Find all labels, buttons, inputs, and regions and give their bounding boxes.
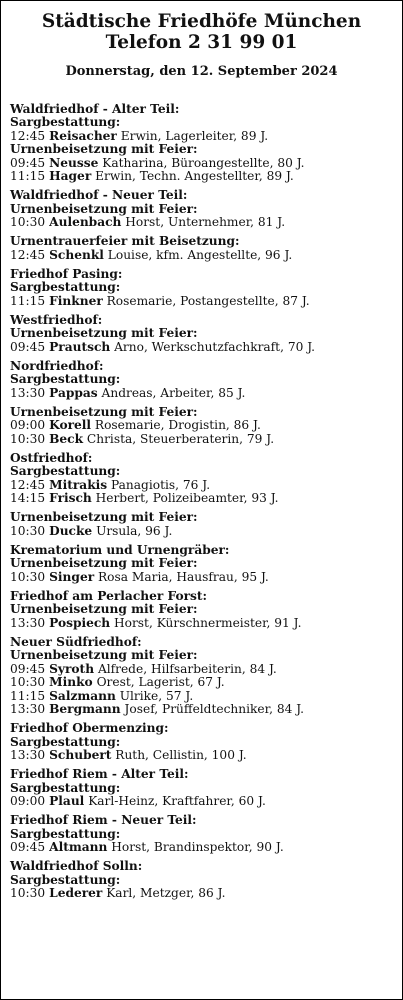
ceremony-category: Urnenbeisetzung mit Feier: bbox=[10, 142, 198, 157]
cemetery-section bbox=[10, 406, 396, 446]
entry-details: Rosa Maria, Hausfrau, 95 J. bbox=[98, 569, 269, 584]
cemetery-location: Urnenbeisetzung mit Feier: bbox=[10, 404, 198, 419]
cemetery-section bbox=[10, 860, 396, 900]
entry-time: 13:30 bbox=[10, 748, 46, 763]
entry-details: Erwin, Lagerleiter, 89 J. bbox=[120, 128, 269, 143]
entry-details: Erwin, Techn. Angestellter, 89 J. bbox=[95, 169, 294, 184]
ceremony-category: Sargbestattung: bbox=[10, 115, 121, 130]
entry-details: Horst, Brandinspektor, 90 J. bbox=[111, 840, 284, 855]
burial-entry bbox=[10, 130, 396, 143]
ceremony-category: Urnenbeisetzung mit Feier: bbox=[10, 201, 198, 216]
entry-time: 10:30 bbox=[10, 886, 46, 901]
cemetery-section bbox=[10, 544, 396, 584]
entry-surname: Reisacher bbox=[49, 128, 117, 143]
entry-details: Christa, Steuerberaterin, 79 J. bbox=[86, 431, 275, 446]
cemetery-location: Waldfriedhof Solln: bbox=[10, 859, 143, 874]
burial-entry bbox=[10, 170, 396, 183]
entry-surname: Aulenbach bbox=[49, 215, 122, 230]
entry-details: Rosemarie, Drogistin, 86 J. bbox=[94, 418, 261, 433]
cemetery-section bbox=[10, 722, 396, 762]
cemetery-location: Urnenbeisetzung mit Feier: bbox=[10, 510, 198, 525]
entry-surname: Frisch bbox=[49, 491, 92, 506]
cemetery-section bbox=[10, 189, 396, 229]
notice-phone-line: Telefon 2 31 99 01 bbox=[105, 32, 298, 53]
ceremony-category: Sargbestattung: bbox=[10, 780, 121, 795]
entry-time: 13:30 bbox=[10, 702, 46, 717]
burial-entry bbox=[10, 841, 396, 854]
entry-surname: Prautsch bbox=[49, 339, 111, 354]
entry-time: 11:15 bbox=[10, 688, 46, 703]
entry-details: Panagiotis, 76 J. bbox=[111, 477, 211, 492]
cemetery-location: Friedhof Riem - Alter Teil: bbox=[10, 767, 189, 782]
entry-details: Josef, Prüffeldtechniker, 84 J. bbox=[124, 702, 305, 717]
notice-header bbox=[1, 1, 402, 79]
burial-entry bbox=[10, 341, 396, 354]
cemetery-listing bbox=[1, 103, 402, 900]
cemetery-section bbox=[10, 636, 396, 716]
ceremony-category: Sargbestattung: bbox=[10, 872, 121, 887]
entry-details: Arno, Werkschutzfachkraft, 70 J. bbox=[114, 339, 316, 354]
entry-time: 09:45 bbox=[10, 661, 46, 676]
entry-surname: Lederer bbox=[49, 886, 103, 901]
burial-entry bbox=[10, 479, 396, 492]
cemetery-location: Ostfriedhof: bbox=[10, 450, 93, 465]
cemetery-section bbox=[10, 452, 396, 506]
entry-time: 11:15 bbox=[10, 169, 46, 184]
entry-surname: Plaul bbox=[49, 794, 85, 809]
entry-details: Louise, kfm. Angestellte, 96 J. bbox=[107, 247, 293, 262]
entry-surname: Pappas bbox=[49, 385, 98, 400]
entry-surname: Singer bbox=[49, 569, 95, 584]
entry-details: Ulrike, 57 J. bbox=[119, 688, 194, 703]
entry-surname: Bergmann bbox=[49, 702, 121, 717]
cemetery-location: Friedhof am Perlacher Forst: bbox=[10, 588, 208, 603]
burial-entry bbox=[10, 249, 396, 262]
notice-title-line1: Städtische Friedhöfe München bbox=[41, 11, 362, 32]
ceremony-category: Sargbestattung: bbox=[10, 372, 121, 387]
burial-entry bbox=[10, 676, 396, 689]
ceremony-category: Sargbestattung: bbox=[10, 280, 121, 295]
cemetery-section bbox=[10, 103, 396, 183]
burial-entry bbox=[10, 617, 396, 630]
entry-time: 12:45 bbox=[10, 128, 46, 143]
entry-time: 12:45 bbox=[10, 247, 46, 262]
entry-time: 09:45 bbox=[10, 339, 46, 354]
entry-time: 11:15 bbox=[10, 293, 46, 308]
ceremony-category: Sargbestattung: bbox=[10, 464, 121, 479]
cemetery-section bbox=[10, 814, 396, 854]
burial-entry bbox=[10, 387, 396, 400]
entry-time: 10:30 bbox=[10, 215, 46, 230]
entry-time: 13:30 bbox=[10, 385, 46, 400]
entry-details: Herbert, Polizeibeamter, 93 J. bbox=[95, 491, 279, 506]
entry-surname: Schubert bbox=[49, 748, 112, 763]
cemetery-section bbox=[10, 314, 396, 354]
burial-entry bbox=[10, 295, 396, 308]
entry-time: 09:45 bbox=[10, 840, 46, 855]
entry-details: Ruth, Cellistin, 100 J. bbox=[115, 748, 247, 763]
entry-details: Horst, Kürschnermeister, 91 J. bbox=[114, 615, 302, 630]
burial-entry bbox=[10, 157, 396, 170]
burial-entry bbox=[10, 433, 396, 446]
burial-entry bbox=[10, 795, 396, 808]
burial-entry bbox=[10, 571, 396, 584]
burial-entry bbox=[10, 663, 396, 676]
entry-surname: Korell bbox=[49, 418, 92, 433]
cemetery-location: Krematorium und Urnengräber: bbox=[10, 542, 230, 557]
entry-surname: Mitrakis bbox=[49, 477, 108, 492]
entry-surname: Finkner bbox=[49, 293, 103, 308]
entry-details: Karl, Metzger, 86 J. bbox=[106, 886, 226, 901]
entry-time: 10:30 bbox=[10, 675, 46, 690]
burial-entry bbox=[10, 749, 396, 762]
entry-time: 10:30 bbox=[10, 431, 46, 446]
burial-entry bbox=[10, 690, 396, 703]
entry-surname: Ducke bbox=[49, 523, 93, 538]
entry-details: Rosemarie, Postangestellte, 87 J. bbox=[106, 293, 310, 308]
cemetery-location: Urnentrauerfeier mit Beisetzung: bbox=[10, 234, 240, 249]
cemetery-location: Neuer Südfriedhof: bbox=[10, 634, 142, 649]
entry-surname: Altmann bbox=[49, 840, 108, 855]
entry-surname: Neusse bbox=[49, 155, 99, 170]
cemetery-section bbox=[10, 360, 396, 400]
cemetery-section bbox=[10, 590, 396, 630]
entry-surname: Hager bbox=[49, 169, 92, 184]
entry-surname: Syroth bbox=[49, 661, 95, 676]
cemetery-location: Friedhof Pasing: bbox=[10, 266, 123, 281]
cemetery-location: Westfriedhof: bbox=[10, 312, 103, 327]
ceremony-category: Sargbestattung: bbox=[10, 734, 121, 749]
burial-entry bbox=[10, 492, 396, 505]
ceremony-category: Urnenbeisetzung mit Feier: bbox=[10, 648, 198, 663]
entry-surname: Salzmann bbox=[49, 688, 116, 703]
entry-details: Karl-Heinz, Kraftfahrer, 60 J. bbox=[88, 794, 266, 809]
entry-surname: Beck bbox=[49, 431, 84, 446]
burial-entry bbox=[10, 525, 396, 538]
ceremony-category: Urnenbeisetzung mit Feier: bbox=[10, 556, 198, 571]
entry-surname: Pospiech bbox=[49, 615, 111, 630]
entry-surname: Minko bbox=[49, 675, 93, 690]
entry-surname: Schenkl bbox=[49, 247, 104, 262]
cemetery-location: Friedhof Riem - Neuer Teil: bbox=[10, 813, 197, 828]
ceremony-category: Urnenbeisetzung mit Feier: bbox=[10, 602, 198, 617]
entry-time: 13:30 bbox=[10, 615, 46, 630]
ceremony-category: Urnenbeisetzung mit Feier: bbox=[10, 326, 198, 341]
notice-date: Donnerstag, den 12. September 2024 bbox=[65, 64, 338, 79]
cemetery-location: Waldfriedhof - Neuer Teil: bbox=[10, 188, 188, 203]
entry-time: 09:45 bbox=[10, 155, 46, 170]
entry-time: 09:00 bbox=[10, 418, 46, 433]
cemetery-location: Waldfriedhof - Alter Teil: bbox=[10, 102, 180, 116]
entry-details: Horst, Unternehmer, 81 J. bbox=[125, 215, 286, 230]
entry-time: 12:45 bbox=[10, 477, 46, 492]
cemetery-section bbox=[10, 235, 396, 262]
burial-entry bbox=[10, 216, 396, 229]
entry-time: 10:30 bbox=[10, 523, 46, 538]
entry-details: Orest, Lagerist, 67 J. bbox=[96, 675, 225, 690]
burial-entry bbox=[10, 887, 396, 900]
entry-time: 09:00 bbox=[10, 794, 46, 809]
entry-time: 14:15 bbox=[10, 491, 46, 506]
entry-details: Alfrede, Hilfsarbeiterin, 84 J. bbox=[97, 661, 277, 676]
cemetery-location: Friedhof Obermenzing: bbox=[10, 721, 169, 736]
entry-details: Katharina, Büroangestellte, 80 J. bbox=[102, 155, 305, 170]
burial-entry bbox=[10, 703, 396, 716]
burial-entry bbox=[10, 419, 396, 432]
entry-details: Ursula, 96 J. bbox=[96, 523, 173, 538]
entry-time: 10:30 bbox=[10, 569, 46, 584]
cemetery-section bbox=[10, 511, 396, 538]
cemetery-location: Nordfriedhof: bbox=[10, 358, 104, 373]
ceremony-category: Sargbestattung: bbox=[10, 826, 121, 841]
entry-details: Andreas, Arbeiter, 85 J. bbox=[101, 385, 246, 400]
cemetery-section bbox=[10, 768, 396, 808]
cemetery-section bbox=[10, 268, 396, 308]
